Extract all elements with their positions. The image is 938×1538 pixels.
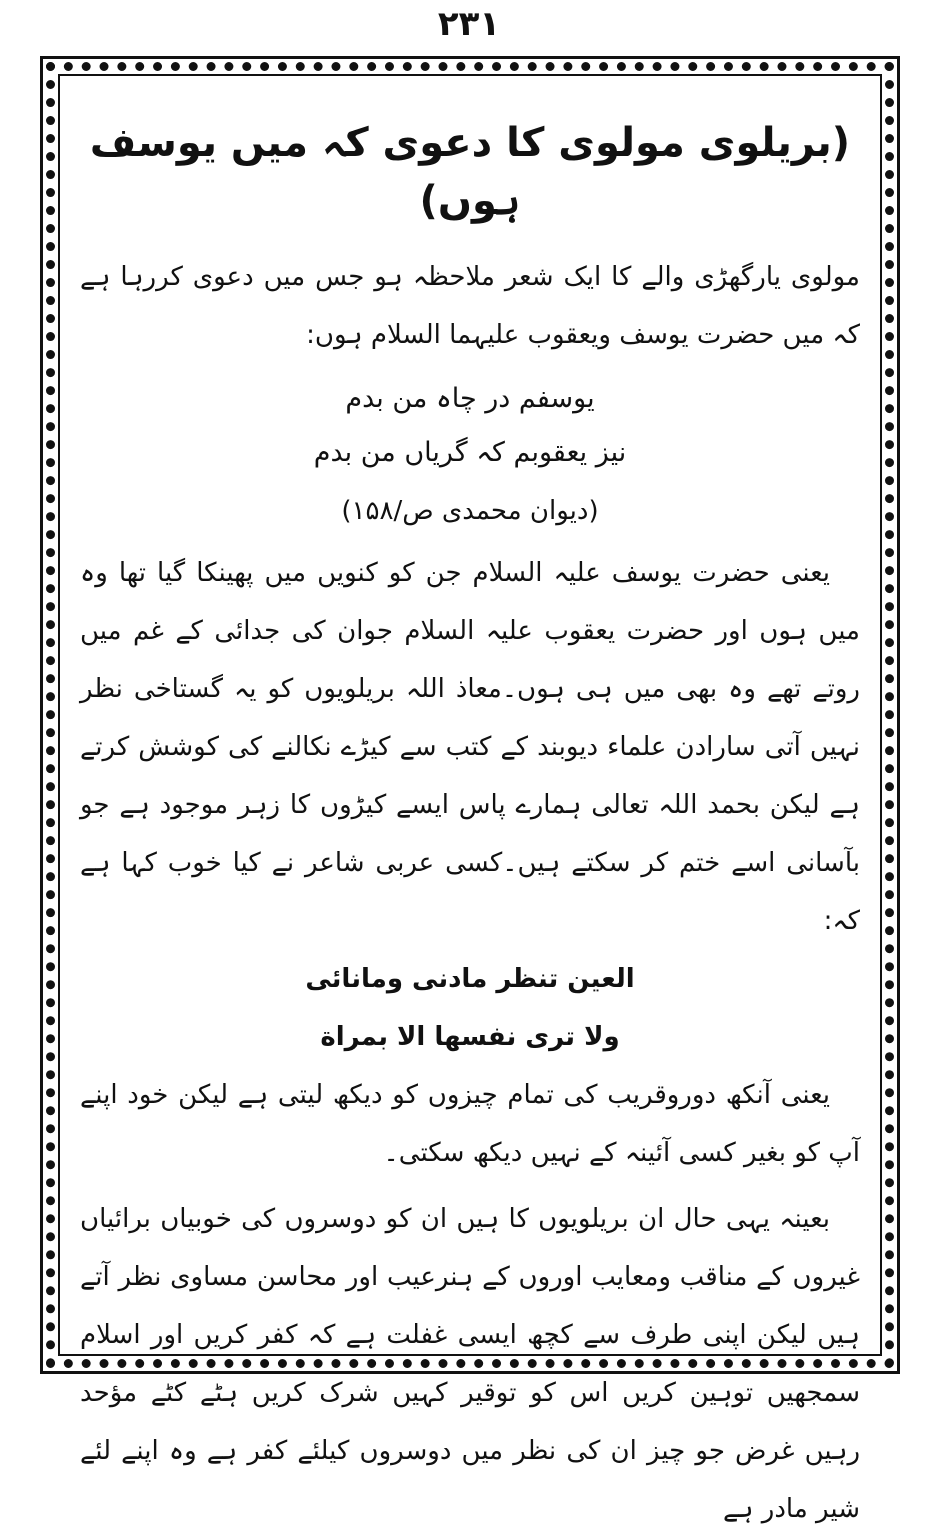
persian-poem	[80, 372, 860, 480]
page-number: ۲۳۱	[437, 4, 501, 44]
poem-citation: (دیوان محمدی ص/۱۵۸)	[341, 496, 599, 526]
explanation-paragraph: یعنی حضرت یوسف علیہ السلام جن کو کنویں میں پھینکا گیا تھا وہ میں ہوں اور حضرت یعقوب علیہ السلام جوان کی جدائی کے غم میں روتے تھے وہ بھی میں ہی ہوں۔معاذ اللہ بریلویوں کو یہ گستاخی نظر نہیں آتی سارادن علماء دیوبند کے کتب سے کیڑے نکالنے کی کوشش کرتے ہے لیکن بحمد اللہ تعالی ہمارے پاس ایسے کیڑوں کا زہر موجود ہے جو بآسانی اسے ختم کر سکتے ہیں۔کسی عربی شاعر نے کیا خوب کہا ہے کہ:	[80, 558, 860, 936]
page-title: (بریلوی مولوی کا دعوی کہ میں یوسف ہوں)	[89, 120, 851, 224]
verse-meaning-paragraph: یعنی آنکھ دوروقریب کی تمام چیزوں کو دیکھ لیتی ہے لیکن خود اپنے آپ کو بغیر کسی آئینہ کے نہیں دیکھ سکتی۔	[80, 1080, 860, 1168]
poem-line-1: یوسفم در چاہ من بدم	[345, 383, 595, 414]
poem-line-2: نیز یعقوبم کہ گریاں من بدم	[313, 437, 627, 468]
arabic-verse-line-1: العين تنظر مادنی ومانائی	[305, 964, 635, 994]
arabic-verse	[80, 950, 860, 1066]
conclusion-paragraph: بعینہ یہی حال ان بریلویوں کا ہیں ان کو دوسروں کی خوبیاں برائیاں غیروں کے مناقب ومعایب اوروں کے ہنرعیب اور محاسن مساوی نظر آتے ہیں لیکن اپنی طرف سے کچھ ایسی غفلت ہے کہ کفر کریں اور اسلام سمجھیں توہین کریں اس کو توقیر کہیں شرک کریں ہٹے کٹے مؤحد رہیں غرض جو چیز ان کی نظر میں دوسروں کیلئے کفر ہے وہ اپنے لئے شیر مادر ہے	[80, 1204, 860, 1524]
page-content	[80, 100, 860, 1538]
arabic-verse-line-2: ولا تری نفسها الا بمراة	[320, 1022, 620, 1052]
intro-paragraph: مولوی یارگھڑی والے کا ایک شعر ملاحظہ ہو جس میں دعوی کررہا ہے کہ میں حضرت یوسف ویعقوب علیہما السلام ہوں:	[80, 262, 860, 350]
